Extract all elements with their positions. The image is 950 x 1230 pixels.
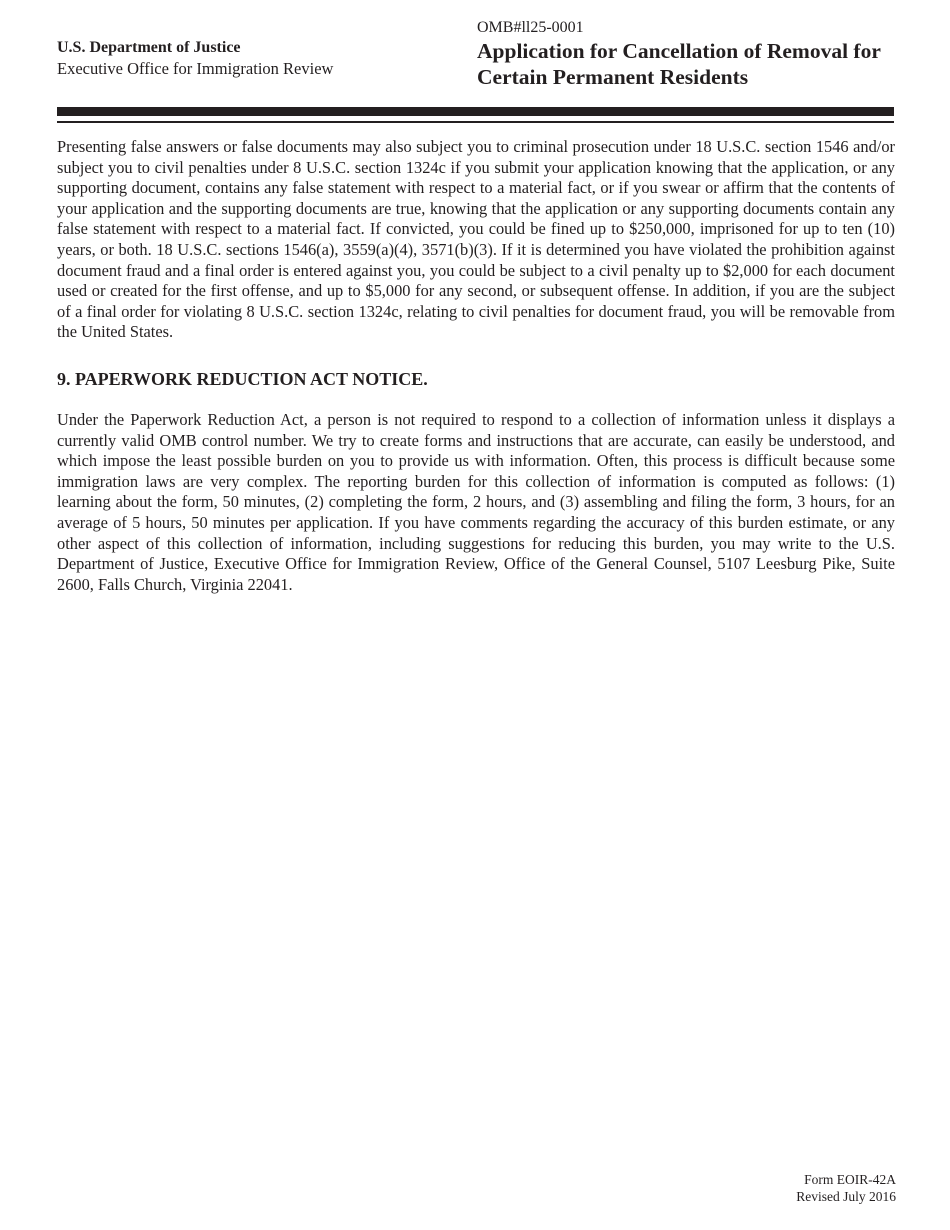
- department-name: U.S. Department of Justice: [57, 39, 241, 56]
- header-rule-thick: [57, 107, 894, 116]
- omb-number: OMB#ll25-0001: [477, 19, 584, 36]
- page-content: [57, 137, 895, 595]
- revision-date: Revised July 2016: [796, 1189, 896, 1204]
- form-title: [477, 38, 917, 90]
- fraud-warning-paragraph: Presenting false answers or false documents may also subject you to criminal prosecution under 18 U.S.C. section 1546 and/or subject you to civil penalties under 8 U.S.C. section 1324c if you submit your application knowing that the application, or any supporting document, contains any false statement with respect to a material fact, or if you swear or affirm that the contents of your application and the supporting documents are true, knowing that the application or any supporting documents contain any false statement with respect to a material fact. If convicted, you could be fined up to $250,000, imprisoned for up to ten (10) years, or both. 18 U.S.C. sections 1546(a), 3559(a)(4), 3571(b)(3). If it is determined you have violated the prohibition against document fraud and a final order is entered against you, you could be subject to a civil penalty up to $2,000 for each document used or created for the first offense, and up to $5,000 for any second, or subsequent offense. In addition, if you are the subject of a final order for violating 8 U.S.C. section 1324c, relating to civil penalties for document fraud, you will be removable from the United States.: [57, 137, 895, 342]
- form-number: Form EOIR-42A: [804, 1172, 896, 1187]
- section-heading: 9. PAPERWORK REDUCTION ACT NOTICE.: [57, 368, 428, 389]
- agency-block: [57, 37, 437, 79]
- page-footer: [796, 1171, 896, 1205]
- form-title-line-2: Certain Permanent Residents: [477, 65, 749, 89]
- paperwork-notice-paragraph: Under the Paperwork Reduction Act, a person is not required to respond to a collection of information unless it displays a currently valid OMB control number. We try to create forms and instructions that are accurate, can easily be understood, and which impose the least possible burden on you to provide us with information. Often, this process is difficult because some immigration laws are very complex. The reporting burden for this collection of information is computed as follows: (1) learning about the form, 50 minutes, (2) completing the form, 2 hours, and (3) assembling and filing the form, 3 hours, for an average of 5 hours, 50 minutes per application. If you have comments regarding the accuracy of this burden estimate, or any other aspect of this collection of information, including suggestions for reducing this burden, you may write to the U.S. Department of Justice, Executive Office for Immigration Review, Office of the General Counsel, 5107 Leesburg Pike, Suite 2600, Falls Church, Virginia 22041.: [57, 409, 895, 594]
- title-block: [477, 18, 917, 90]
- form-title-line-1: Application for Cancellation of Removal for: [477, 39, 881, 63]
- header-rule-thin: [57, 121, 894, 123]
- office-name: Executive Office for Immigration Review: [57, 59, 334, 78]
